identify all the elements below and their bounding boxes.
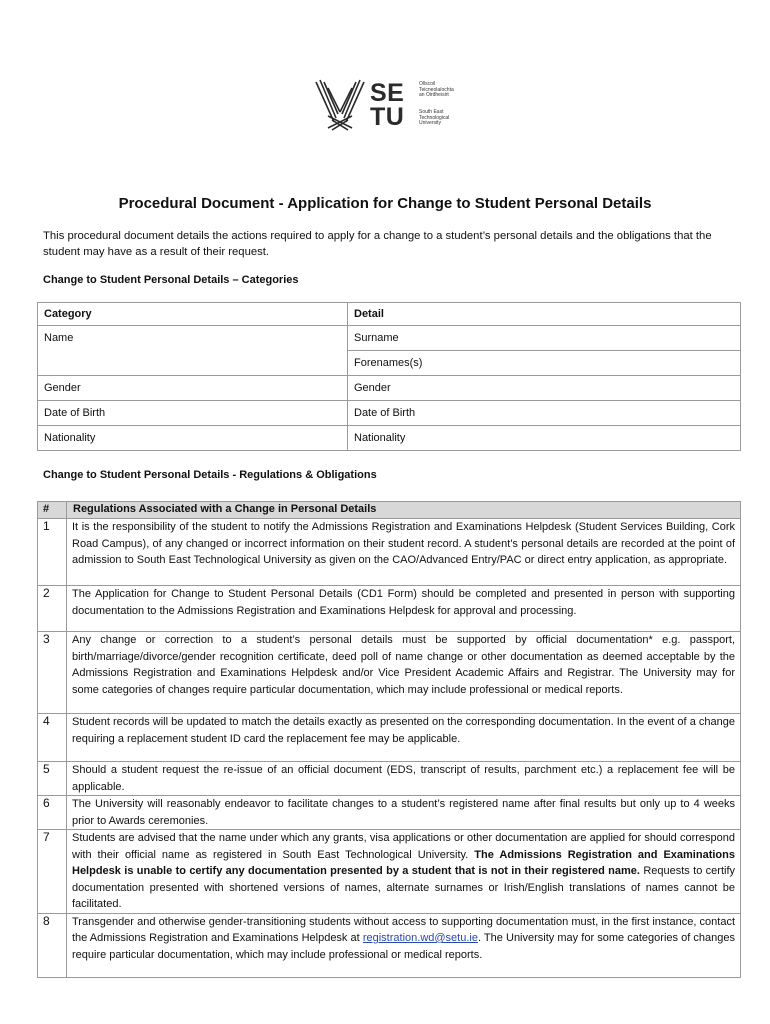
table-header-row	[38, 303, 741, 326]
row-number: 6	[38, 796, 67, 830]
table-row	[38, 714, 741, 762]
regulation-text: It is the responsibility of the student to notify the Admissions Registration and Examinations Helpdesk (Student Services Building, Cork Road Campus), of any changed or incorrect information on their student record. A student's personal details are recorded at the point of admission to South East Technological University as given on the CAO/Advanced Entry/PAC or direct entry application, as appropriate.	[67, 519, 741, 586]
table-cell: Gender	[348, 376, 741, 401]
logo-english-name: South East Technological University	[419, 109, 450, 127]
regulation-text: Any change or correction to a student’s personal details must be supported by official documentation* e.g. passport, birth/marriage/divorce/gender recognition certificate, deed poll of name change or other documentation as deemed acceptable by the Admissions Registration and Examinations Helpdesk and/or Vice President Academic Affairs and Registrar. The University may for some categories of changes require particular documentation, which may include professional or medical reports.	[67, 632, 741, 714]
email-link[interactable]: registration.wd@setu.ie	[362, 932, 478, 944]
row-number: 5	[38, 762, 67, 796]
table-row	[38, 426, 741, 451]
setu-emblem-icon	[314, 76, 366, 132]
regulation-text: Student records will be updated to match the details exactly as presented on the corresponding documentation. In the event of a change requiring a replacement student ID card the replacement fee may be applicable.	[67, 714, 741, 762]
setu-logo	[314, 76, 464, 136]
table-row	[38, 830, 741, 914]
row-number: 7	[38, 830, 67, 914]
table-cell: Nationality	[348, 426, 741, 451]
table-row	[38, 632, 741, 714]
table-cell: Nationality	[38, 426, 348, 451]
table-cell: Date of Birth	[348, 401, 741, 426]
regulation-text: Transgender and otherwise gender-transitioning students without access to supporting documentation must, in the first instance, contact the Admissions Registration and Examinations Helpdesk at registration.wd@setu.ie. The University may for some categories of changes require particular documentation, which may include professional or medical reports.	[67, 913, 741, 977]
bold-statement: The Admissions Registration and Examinations Helpdesk is unable to certify any documentation presented by a student that is not in their registered name.	[72, 848, 735, 877]
table-row	[38, 762, 741, 796]
row-number: 2	[38, 586, 67, 632]
regulation-text: Students are advised that the name under which any grants, visa applications or other documentation are applied for should correspond with their official name as registered in South East Technological University. The Admissions Registration and Examinations Helpdesk is unable to certify any documentation presented by a student that is not in their registered name. Requests to certify documentation presented with shortened versions of names, alternate surnames or Irish/English translations of names cannot be facilitated.	[67, 830, 741, 914]
row-number: 4	[38, 714, 67, 762]
row-number: 3	[38, 632, 67, 714]
section-heading-categories: Change to Student Personal Details – Categories	[43, 274, 299, 286]
document-title: Procedural Document - Application for Change to Student Personal Details	[118, 195, 652, 212]
table-cell	[38, 351, 348, 376]
row-number: 1	[38, 519, 67, 586]
regulation-text: Should a student request the re-issue of an official document (EDS, transcript of results, parchment etc.) a replacement fee will be applicable.	[67, 762, 741, 796]
categories-table	[37, 302, 741, 451]
table-cell: Name	[38, 326, 348, 351]
section-heading-regulations: Change to Student Personal Details - Regulations & Obligations	[43, 469, 377, 481]
table-row	[38, 519, 741, 586]
regulation-text: The University will reasonably endeavor to facilitate changes to a student’s registered name after final results but only up to 4 weeks prior to Awards ceremonies.	[67, 796, 741, 830]
table-cell: Surname	[348, 326, 741, 351]
table-cell: Date of Birth	[38, 401, 348, 426]
column-header: #	[38, 502, 67, 519]
table-row	[38, 351, 741, 376]
table-row	[38, 913, 741, 977]
table-header-row	[38, 502, 741, 519]
table-cell: Gender	[38, 376, 348, 401]
regulations-table	[37, 501, 741, 978]
column-header: Detail	[348, 303, 741, 326]
logo-irish-name: Ollscoil Teicneolaíochta an Oirdheisirt	[419, 81, 454, 99]
logo-tu: TU	[370, 103, 405, 131]
row-number: 8	[38, 913, 67, 977]
column-header: Regulations Associated with a Change in Personal Details	[67, 502, 741, 519]
logo-se: SE	[370, 79, 405, 107]
table-row	[38, 326, 741, 351]
table-row	[38, 376, 741, 401]
table-row	[38, 796, 741, 830]
table-row	[38, 401, 741, 426]
table-row	[38, 586, 741, 632]
regulation-text: The Application for Change to Student Personal Details (CD1 Form) should be completed and presented in person with supporting documentation to the Admissions Registration and Examinations Helpdesk for approval and processing.	[67, 586, 741, 632]
column-header: Category	[38, 303, 348, 326]
table-cell: Forenames(s)	[348, 351, 741, 376]
intro-paragraph: This procedural document details the actions required to apply for a change to a student’s personal details and the obligations that the student may have as a result of their request.	[43, 230, 712, 258]
